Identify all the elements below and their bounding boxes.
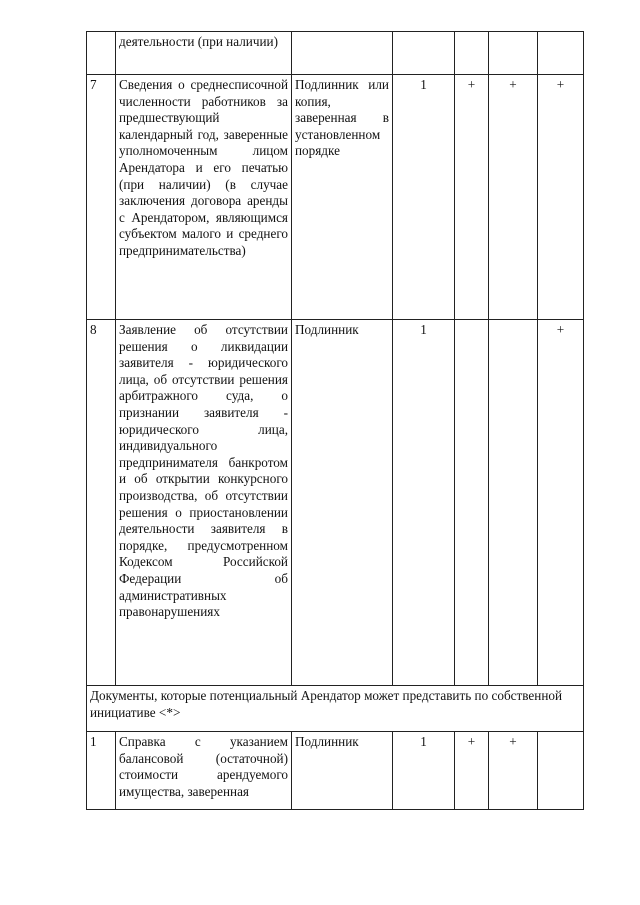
documents-table bbox=[86, 31, 584, 810]
requirement-mark-2 bbox=[489, 320, 538, 686]
document-form: Подлинник bbox=[292, 732, 393, 810]
row-number: 1 bbox=[87, 732, 116, 810]
requirement-mark-3: + bbox=[538, 75, 584, 320]
row-number: 8 bbox=[87, 320, 116, 686]
requirement-mark-1: + bbox=[455, 732, 489, 810]
table-row bbox=[87, 320, 584, 686]
copies-count: 1 bbox=[393, 320, 455, 686]
table-row bbox=[87, 732, 584, 810]
requirement-mark-3 bbox=[538, 32, 584, 75]
row-number bbox=[87, 32, 116, 75]
document-form: Подлинник или копия, заверенная в установленном порядке bbox=[292, 75, 393, 320]
copies-count bbox=[393, 32, 455, 75]
document-form bbox=[292, 32, 393, 75]
requirement-mark-1 bbox=[455, 320, 489, 686]
section-heading-row bbox=[87, 686, 584, 732]
table-row bbox=[87, 75, 584, 320]
document-description: Справка с указанием балансовой (остаточной) стоимости арендуемого имущества, заверенная bbox=[116, 732, 292, 810]
requirement-mark-3: + bbox=[538, 320, 584, 686]
document-description: Сведения о среднесписочной численности работников за предшествующий календарный год, заверенные уполномоченным лицом Арендатора и его печатью (при наличии) (в случае заключения договора аренды с Арендатором, являющимся субъектом малого и среднего предпринимательства) bbox=[116, 75, 292, 320]
row-number: 7 bbox=[87, 75, 116, 320]
requirement-mark-3 bbox=[538, 732, 584, 810]
copies-count: 1 bbox=[393, 732, 455, 810]
requirement-mark-1 bbox=[455, 32, 489, 75]
document-description: деятельности (при наличии) bbox=[116, 32, 292, 75]
document-form: Подлинник bbox=[292, 320, 393, 686]
requirement-mark-2: + bbox=[489, 732, 538, 810]
copies-count: 1 bbox=[393, 75, 455, 320]
requirement-mark-1: + bbox=[455, 75, 489, 320]
document-description: Заявление об отсутствии решения о ликвидации заявителя - юридического лица, об отсутствии решения арбитражного суда, о признании заявителя - юридического лица, индивидуального предпринимателя банкротом и об открытии конкурсного производства, об отсутствии решения о приостановлении деятельности заявителя в порядке, предусмотренном Кодексом Российской Федерации об административных правонарушениях bbox=[116, 320, 292, 686]
requirement-mark-2: + bbox=[489, 75, 538, 320]
requirement-mark-2 bbox=[489, 32, 538, 75]
table-row bbox=[87, 32, 584, 75]
section-heading: Документы, которые потенциальный Арендатор может представить по собственной инициативе <*> bbox=[87, 686, 584, 732]
